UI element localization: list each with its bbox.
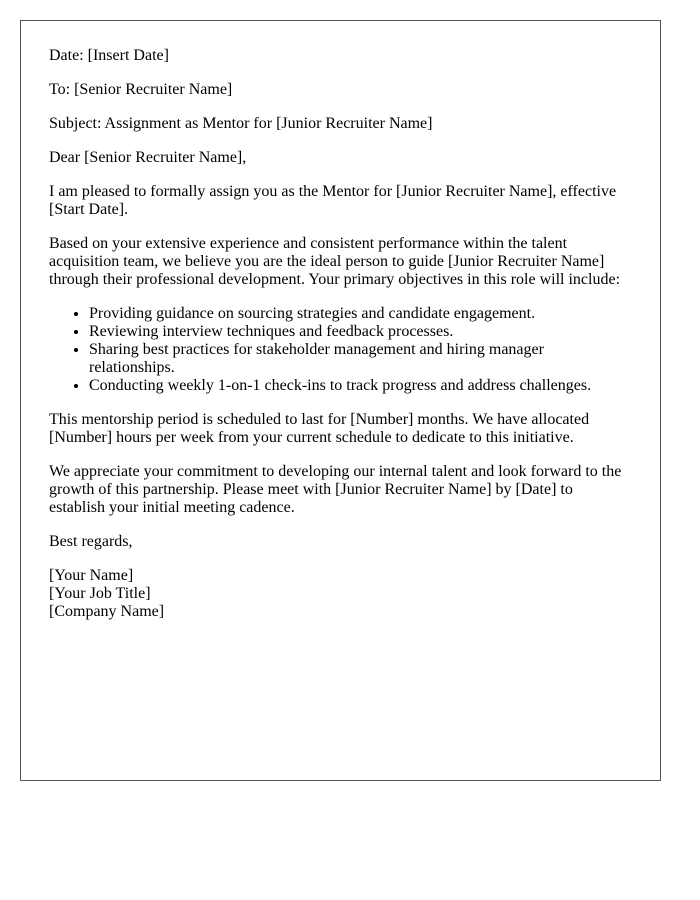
signature-name: [Your Name] [49, 567, 134, 584]
to-line: To: [Senior Recruiter Name] [49, 81, 233, 98]
list-item: • Conducting weekly 1-on-1 check-ins to track progress and address challenges. [89, 377, 632, 395]
signature-block [49, 567, 632, 621]
subject-line: Subject: Assignment as Mentor for [Junior Recruiter Name] [49, 115, 433, 132]
salutation: Dear [Senior Recruiter Name], [49, 149, 247, 166]
list-item: • Providing guidance on sourcing strategies and candidate engagement. [89, 305, 632, 323]
intro-paragraph: I am pleased to formally assign you as the Mentor for [Junior Recruiter Name], effective [Start Date]. [49, 183, 617, 218]
signature-job-title: [Your Job Title] [49, 585, 151, 602]
objectives-intro-paragraph: Based on your extensive experience and consistent performance within the talent acquisition team, we believe you are the ideal person to guide [Junior Recruiter Name] through their professional development. Your primary objectives in this role will include: [49, 235, 621, 288]
list-item: • Sharing best practices for stakeholder management and hiring manager relationships. [89, 341, 632, 377]
letter-page [20, 20, 661, 781]
closing-paragraph: We appreciate your commitment to developing our internal talent and look forward to the growth of this partnership. Please meet with [Junior Recruiter Name] by [Date] to establish your initial meeting cadence. [49, 463, 622, 516]
date-line: Date: [Insert Date] [49, 47, 169, 64]
closing: Best regards, [49, 533, 133, 550]
signature-company: [Company Name] [49, 603, 165, 620]
list-item: • Reviewing interview techniques and feedback processes. [89, 323, 632, 341]
objectives-list [49, 305, 632, 395]
duration-paragraph: This mentorship period is scheduled to last for [Number] months. We have allocated [Number] hours per week from your current schedule to dedicate to this initiative. [49, 411, 590, 446]
